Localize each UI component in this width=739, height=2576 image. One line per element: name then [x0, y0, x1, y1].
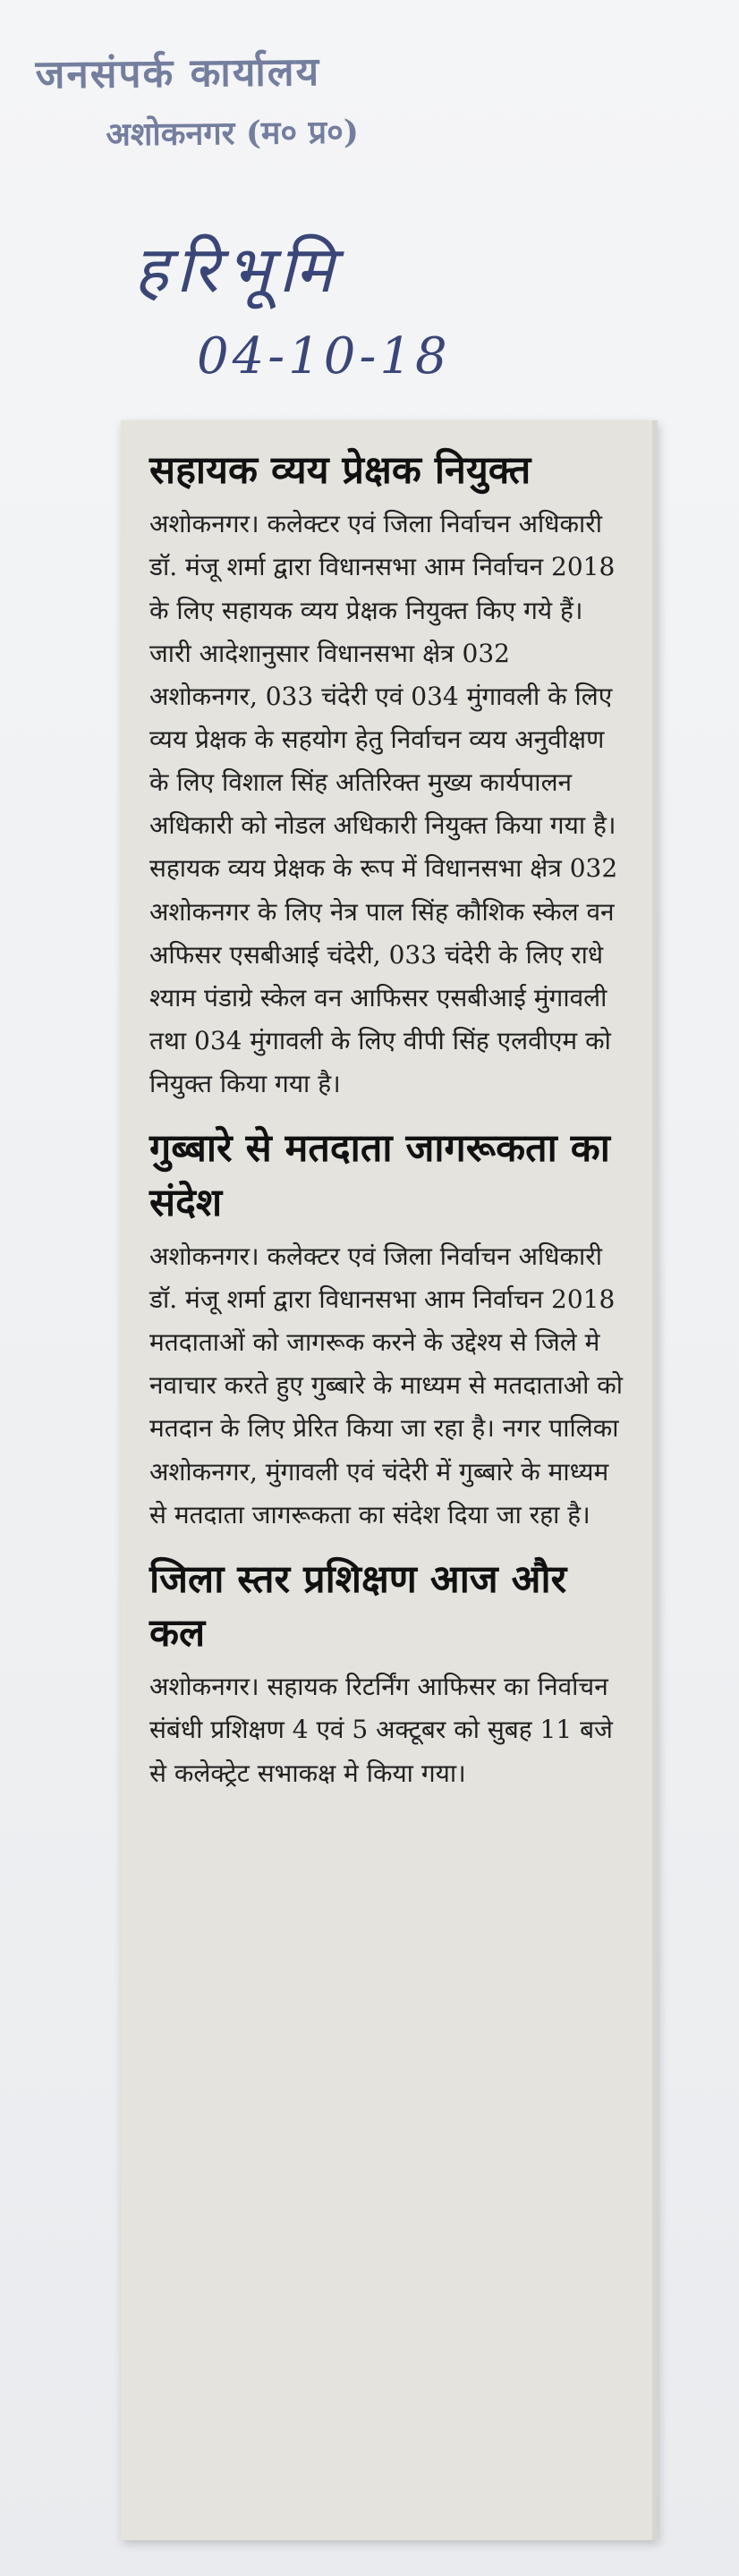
article-body: अशोकनगर। कलेक्टर एवं जिला निर्वाचन अधिकारी डॉ. मंजू शर्मा द्वारा विधानसभा आम निर्वाचन 2018 मतदाताओं को जागरूक करने के उद्देश्य से जिले मे नवाचार करते हुए गुब्बारे के माध्यम से मतदाताओ को मतदान के लिए प्रेरित किया जा रहा है। नगर पालिका अशोकनगर, मुंगावली एवं चंदेरी में गुब्बारे के माध्यम से मतदाता जागरूकता का संदेश दिया जा रहा है।: [149, 1241, 624, 1530]
article-body: अशोकनगर। सहायक रिटर्निंग आफिसर का निर्वाचन संबंधी प्रशिक्षण 4 एवं 5 अक्टूबर को सुबह 11 बजे से कलेक्ट्रेट सभाकक्ष मे किया गया।: [149, 1672, 613, 1788]
article-balloon-awareness: [149, 1122, 625, 1536]
article-training: [149, 1553, 625, 1795]
article-headline: जिला स्तर प्रशिक्षण आज और कल: [149, 1556, 567, 1657]
stamp-line-2: अशोकनगर (म० प्र०): [106, 113, 360, 154]
article-body: अशोकनगर। कलेक्टर एवं जिला निर्वाचन अधिकारी डॉ. मंजू शर्मा द्वारा विधानसभा आम निर्वाचन 2018 के लिए सहायक व्यय प्रेक्षक नियुक्त किए गये हैं। जारी आदेशानुसार विधानसभा क्षेत्र 032 अशोकनगर, 033 चंदेरी एवं 034 मुंगावली के लिए व्यय प्रेक्षक के सहयोग हेतु निर्वाचन व्यय अनुवीक्षण के लिए विशाल सिंह अतिरिक्त मुख्य कार्यपालन अधिकारी को नोडल अधिकारी नियुक्त किया गया है। सहायक व्यय प्रेक्षक के रूप में विधानसभा क्षेत्र 032 अशोकनगर के लिए नेत्र पाल सिंह कौशिक स्केल वन अफिसर एसबीआई चंदेरी, 033 चंदेरी के लिए राधे श्याम पंडाग्रे स्केल वन आफिसर एसबीआई मुंगावली तथा 034 मुंगावली के लिए वीपी सिंह एलवीएम को नियुक्त किया गया है।: [149, 509, 618, 1099]
handwritten-date: 04-10-18: [197, 327, 451, 386]
article-headline: सहायक व्यय प्रेक्षक नियुक्त: [149, 448, 531, 493]
newspaper-clipping: [121, 420, 658, 2540]
handwritten-note: [134, 224, 451, 386]
office-stamp: [35, 40, 608, 157]
article-headline: गुब्बारे से मतदाता जागरूकता का संदेश: [149, 1126, 610, 1225]
article-expense-observer: [149, 444, 625, 1106]
stamp-line-1: जनसंपर्क कार्यालय: [35, 49, 321, 98]
handwritten-newspaper-name: हरिभूमि: [134, 232, 341, 307]
